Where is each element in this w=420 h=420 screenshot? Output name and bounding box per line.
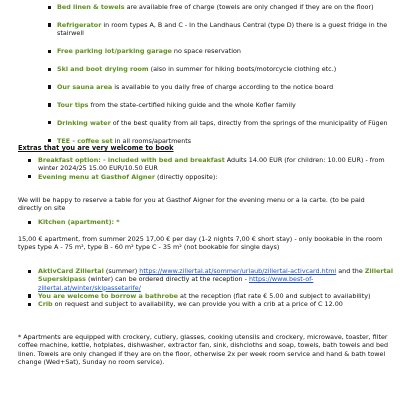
amenity-parking: Free parking lot/parking garage no space reservation: [57, 47, 397, 55]
extras-list: [28, 156, 396, 181]
kitchen-list: [28, 218, 396, 226]
amenity-drying-room: Ski and boot drying room (also in summer for hiking boots/motorcycle clothing etc.): [57, 65, 397, 73]
amenity-sauna: Our sauna area is available to you daily free of charge according to the notice board: [57, 83, 397, 91]
amenity-tour-tips: Tour tips from the state-certified hiking guide and the whole Kofler family: [57, 101, 397, 109]
footnote-paragraph: * Apartments are equipped with crockery, cutlery, glasses, cooking utensils and crockery, microwave, toaster, filter coffee machine, kettle, hotplates, dishwasher, extractor fan, sink, dishcloths and soap, towels, bath towels and bed linen. Towels are only changed if they are on the floor, otherwise 2x per week room service and hand & bath towel change (Wed+Sat), Sunday no room service).: [18, 333, 389, 366]
amenity-refrigerator: Refrigerator in room types A, B and C - In the Landhaus Central (type D) there is a guest fridge in the stairwell: [57, 21, 397, 38]
amenity-bed-linen: Bed linen & towels are available free of charge (towels are only changed if they are on the floor): [57, 3, 397, 11]
amenity-tea-coffee: TEE - coffee set in all rooms/apartments: [57, 137, 397, 145]
extra-evening-menu: Evening menu at Gasthof Aigner (directly opposite):: [28, 173, 396, 181]
reserve-paragraph: We will be happy to reserve a table for you at Gasthof Aigner for the evening menu or a la carte. (to be paid directly on site: [18, 196, 365, 213]
extra-aktivcard: AktivCard Zillertal (summer) https://www.zillertal.at/sommer/urlaub/zillertal-activcard.html and the Zillertal Superskipass (winter) can be ordered directly at the reception - https://www.best-of-zillertal.at/winter/skipassetarife/: [28, 267, 396, 292]
extra-bathrobe: You are welcome to borrow a bathrobe at the reception (flat rate € 5.00 and subject to availability): [28, 292, 396, 300]
amenities-list: [57, 3, 397, 154]
amenity-drinking-water: Drinking water of the best quality from all taps, directly from the springs of the municipality of Fügen: [57, 119, 397, 127]
extras-title: Extras that you are very welcome to book: [18, 144, 174, 152]
kitchen-paragraph: 15,00 € apartment, from summer 2025 17,00 € per day (1-2 nights 7,00 € short stay) - only bookable in the room types type A - 75 m², type B - 60 m² type C - 35 m² (not bookable for single days): [18, 235, 383, 252]
extra-crib: Crib on request and subject to availability, we can provide you with a crib at a price of C 12.00: [28, 300, 396, 308]
skipass-link[interactable]: https://www.best-of-zillertal.at/winter/skipassetarife/: [38, 275, 314, 292]
extra-breakfast: Breakfast option: - included with bed and breakfast Adults 14.00 EUR (for children: 10.00 EUR) - from winter 2024/25 15.00 EUR/10.50 EUR: [28, 156, 396, 173]
aktivcard-link[interactable]: https://www.zillertal.at/sommer/urlaub/zillertal-activcard.html: [139, 267, 337, 275]
services-list: [28, 267, 396, 308]
extra-kitchen: Kitchen (apartment): *: [28, 218, 396, 226]
